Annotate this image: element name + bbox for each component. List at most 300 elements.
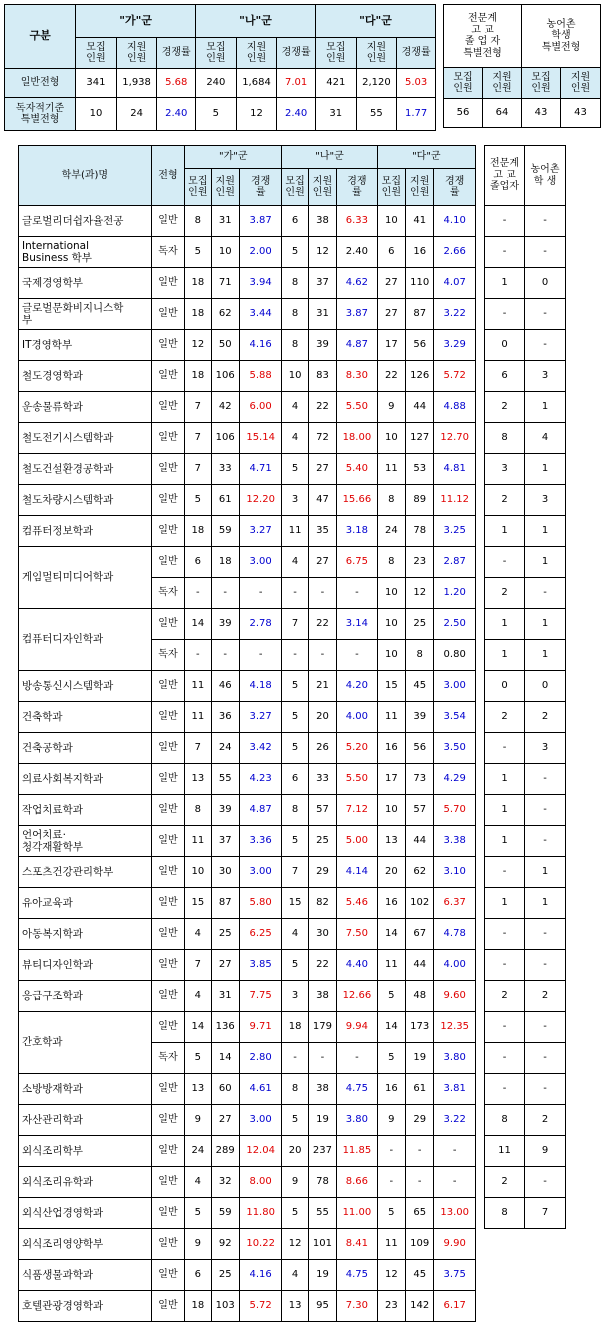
table-cell: 12 xyxy=(282,1229,308,1260)
table-cell: 5.03 xyxy=(397,69,436,98)
table-cell: 72 xyxy=(308,423,336,454)
table-cell: 7 xyxy=(185,423,211,454)
table-row xyxy=(485,361,566,392)
table-cell: 9.94 xyxy=(337,1012,378,1043)
table-cell: 82 xyxy=(308,888,336,919)
table-row xyxy=(19,299,476,330)
table-cell: 3.81 xyxy=(434,1074,476,1105)
table-cell: 8 xyxy=(282,330,308,361)
table-cell: 4.75 xyxy=(337,1260,378,1291)
table-cell: - xyxy=(377,1136,405,1167)
table-cell: - xyxy=(525,1043,566,1074)
table-cell: 9 xyxy=(377,392,405,423)
table-row xyxy=(485,764,566,795)
table-cell: 56 xyxy=(444,99,483,128)
column-header: 경쟁 률 xyxy=(434,169,476,206)
table-cell: 37 xyxy=(308,268,336,299)
admission-type: 일반 xyxy=(151,1167,184,1198)
table-cell: 10.22 xyxy=(239,1229,282,1260)
table-cell: 10 xyxy=(76,98,117,131)
table-cell: 24 xyxy=(185,1136,211,1167)
table-cell: 41 xyxy=(406,206,434,237)
admission-type: 일반 xyxy=(151,1229,184,1260)
table-row xyxy=(485,330,566,361)
table-cell: 5 xyxy=(377,1198,405,1229)
table-row xyxy=(485,826,566,857)
table-cell: 24 xyxy=(211,733,239,764)
department-name: 국제경영학부 xyxy=(19,268,152,299)
table-cell: 64 xyxy=(483,99,522,128)
department-name: 식품생물과학과 xyxy=(19,1260,152,1291)
table-cell: - xyxy=(485,1043,525,1074)
table-cell: 12.04 xyxy=(239,1136,282,1167)
table-row xyxy=(485,702,566,733)
admission-type: 일반 xyxy=(151,733,184,764)
column-header: 모집 인원 xyxy=(315,38,356,69)
table-cell: 102 xyxy=(406,888,434,919)
table-cell: 7 xyxy=(525,1198,566,1229)
table-cell: 42 xyxy=(211,392,239,423)
table-cell: 3.36 xyxy=(239,826,282,857)
table-cell: 38 xyxy=(308,206,336,237)
column-header: 지원 인원 xyxy=(236,38,277,69)
table-cell: 9 xyxy=(525,1136,566,1167)
admission-type: 일반 xyxy=(151,392,184,423)
table-cell: 6 xyxy=(282,764,308,795)
table-cell: 44 xyxy=(406,392,434,423)
table-cell: 4 xyxy=(282,919,308,950)
department-name: 컴퓨터정보학과 xyxy=(19,516,152,547)
group-header: "나"군 xyxy=(196,5,316,38)
department-name: 운송물류학과 xyxy=(19,392,152,423)
table-cell: 7.50 xyxy=(337,919,378,950)
table-cell: 60 xyxy=(211,1074,239,1105)
table-cell: 5.00 xyxy=(337,826,378,857)
table-cell: 14 xyxy=(211,1043,239,1074)
table-cell: 3.50 xyxy=(434,733,476,764)
table-cell: 7 xyxy=(282,609,308,640)
table-cell: 9 xyxy=(282,1167,308,1198)
department-name: 게임멀티미디어학과 xyxy=(19,547,152,609)
table-cell: 36 xyxy=(211,702,239,733)
table-cell: 3 xyxy=(282,485,308,516)
table-row xyxy=(19,733,476,764)
table-row xyxy=(19,1291,476,1322)
side-header: 전문계 고 교 졸업자 xyxy=(485,146,525,206)
table-cell: 5 xyxy=(282,237,308,268)
table-cell: 23 xyxy=(406,547,434,578)
table-cell: 3.25 xyxy=(434,516,476,547)
table-cell: 10 xyxy=(282,361,308,392)
table-cell: 27 xyxy=(377,268,405,299)
table-cell: 14 xyxy=(377,919,405,950)
table-cell: 11 xyxy=(185,702,211,733)
table-cell: 5.72 xyxy=(434,361,476,392)
table-cell: 11 xyxy=(377,702,405,733)
table-cell: 2,120 xyxy=(356,69,397,98)
table-row xyxy=(485,733,566,764)
department-name: 건축공학과 xyxy=(19,733,152,764)
table-cell: 25 xyxy=(211,1260,239,1291)
table-cell: 15 xyxy=(377,671,405,702)
table-cell: 9 xyxy=(185,1229,211,1260)
table-cell: 4.71 xyxy=(239,454,282,485)
column-header: 지원 인원 xyxy=(406,169,434,206)
table-cell: 289 xyxy=(211,1136,239,1167)
table-cell: 46 xyxy=(211,671,239,702)
column-header: 모집 인원 xyxy=(522,68,561,99)
table-row xyxy=(444,68,601,99)
table-cell: 2 xyxy=(485,702,525,733)
table-cell: - xyxy=(434,1167,476,1198)
table-row xyxy=(485,857,566,888)
table-cell: 5 xyxy=(185,1043,211,1074)
table-cell: 13 xyxy=(185,764,211,795)
table-row xyxy=(19,206,476,237)
table-cell: 27 xyxy=(308,547,336,578)
table-cell: 59 xyxy=(211,1198,239,1229)
table-cell: 44 xyxy=(406,826,434,857)
admission-type: 일반 xyxy=(151,795,184,826)
table-cell: 12 xyxy=(185,330,211,361)
department-name: International Business 학부 xyxy=(19,237,152,268)
table-row xyxy=(19,1136,476,1167)
table-cell: 4.61 xyxy=(239,1074,282,1105)
table-cell: - xyxy=(308,1043,336,1074)
column-header: 지원 인원 xyxy=(483,68,522,99)
admission-type: 일반 xyxy=(151,950,184,981)
table-cell: - xyxy=(485,1012,525,1043)
table-cell: 29 xyxy=(406,1105,434,1136)
table-row xyxy=(485,671,566,702)
table-cell: 25 xyxy=(406,609,434,640)
table-cell: 8 xyxy=(185,206,211,237)
table-cell: 9.71 xyxy=(239,1012,282,1043)
table-cell: 25 xyxy=(211,919,239,950)
table-cell: 10 xyxy=(377,609,405,640)
table-row xyxy=(485,146,566,206)
table-cell: 136 xyxy=(211,1012,239,1043)
table-cell: 7 xyxy=(185,392,211,423)
table-cell: 7 xyxy=(185,950,211,981)
table-cell: - xyxy=(485,547,525,578)
column-header: 모집 인원 xyxy=(377,169,405,206)
table-cell: 5.80 xyxy=(239,888,282,919)
table-cell: 5.72 xyxy=(239,1291,282,1322)
admission-type: 일반 xyxy=(151,1198,184,1229)
column-header: 경쟁률 xyxy=(397,38,436,69)
admission-type: 일반 xyxy=(151,671,184,702)
table-cell: 15 xyxy=(185,888,211,919)
table-cell: 9.90 xyxy=(434,1229,476,1260)
table-cell: 1 xyxy=(525,547,566,578)
table-row xyxy=(485,1012,566,1043)
table-cell: 10 xyxy=(185,857,211,888)
table-cell: 1 xyxy=(485,888,525,919)
table-cell: 71 xyxy=(211,268,239,299)
table-cell: 5 xyxy=(282,826,308,857)
table-cell: - xyxy=(525,764,566,795)
group-header: "가"군 xyxy=(76,5,196,38)
column-header: 경쟁률 xyxy=(277,38,316,69)
admission-type: 일반 xyxy=(151,764,184,795)
table-cell: 12 xyxy=(308,237,336,268)
column-header: 모집 인원 xyxy=(185,169,211,206)
table-cell: 7.01 xyxy=(277,69,316,98)
table-cell: 53 xyxy=(406,454,434,485)
table-cell: 4.29 xyxy=(434,764,476,795)
admission-type: 독자 xyxy=(151,1043,184,1074)
table-row xyxy=(5,69,436,98)
admission-type: 일반 xyxy=(151,1136,184,1167)
table-cell: 3.75 xyxy=(434,1260,476,1291)
admission-type: 일반 xyxy=(151,888,184,919)
table-cell: 12.66 xyxy=(337,981,378,1012)
table-cell: 0 xyxy=(525,671,566,702)
table-cell: 101 xyxy=(308,1229,336,1260)
table-cell: 39 xyxy=(211,609,239,640)
table-cell: 8.66 xyxy=(337,1167,378,1198)
table-cell: 3.27 xyxy=(239,516,282,547)
type-header: 전형 xyxy=(151,146,184,206)
department-name: 간호학과 xyxy=(19,1012,152,1074)
admission-type: 일반 xyxy=(151,516,184,547)
table-cell: 4.10 xyxy=(434,206,476,237)
table-cell: 3.22 xyxy=(434,1105,476,1136)
table-cell: 1 xyxy=(525,857,566,888)
table-cell: 3.00 xyxy=(239,547,282,578)
table-cell: - xyxy=(525,578,566,609)
table-cell: 5.50 xyxy=(337,392,378,423)
table-cell: 1 xyxy=(525,609,566,640)
table-cell: 2 xyxy=(485,1167,525,1198)
table-row xyxy=(19,330,476,361)
table-row xyxy=(19,1229,476,1260)
table-row xyxy=(485,423,566,454)
table-cell: - xyxy=(485,1074,525,1105)
table-row xyxy=(485,454,566,485)
table-cell: 15 xyxy=(282,888,308,919)
table-cell: 21 xyxy=(308,671,336,702)
table-cell: 27 xyxy=(308,454,336,485)
table-row xyxy=(19,454,476,485)
table-cell: 4 xyxy=(282,1260,308,1291)
table-cell: 237 xyxy=(308,1136,336,1167)
table-cell: 5 xyxy=(377,1043,405,1074)
admission-type: 일반 xyxy=(151,1291,184,1322)
table-cell: 45 xyxy=(406,671,434,702)
table-cell: 4.23 xyxy=(239,764,282,795)
table-cell: 1.77 xyxy=(397,98,436,131)
column-header: 모집 인원 xyxy=(282,169,308,206)
table-cell: 11 xyxy=(185,671,211,702)
table-cell: 19 xyxy=(308,1105,336,1136)
column-header: 모집 인원 xyxy=(76,38,117,69)
department-name: 의료사회복지학과 xyxy=(19,764,152,795)
group-header: "다"군 xyxy=(315,5,435,38)
table-cell: 4.78 xyxy=(434,919,476,950)
table-cell: 7 xyxy=(282,857,308,888)
table-row xyxy=(19,485,476,516)
table-cell: 7.75 xyxy=(239,981,282,1012)
table-cell: - xyxy=(485,299,525,330)
table-cell: - xyxy=(525,1012,566,1043)
table-cell: 57 xyxy=(308,795,336,826)
department-name: 철도경영학과 xyxy=(19,361,152,392)
table-cell: 3.42 xyxy=(239,733,282,764)
table-cell: 0 xyxy=(485,671,525,702)
table-cell: 59 xyxy=(211,516,239,547)
admission-type: 일반 xyxy=(151,981,184,1012)
table-cell: 5 xyxy=(282,950,308,981)
table-cell: 3.38 xyxy=(434,826,476,857)
table-row xyxy=(485,795,566,826)
column-header: 경쟁 률 xyxy=(337,169,378,206)
admission-type: 일반 xyxy=(151,330,184,361)
table-cell: 4 xyxy=(282,392,308,423)
column-header: 지원 인원 xyxy=(308,169,336,206)
table-cell: - xyxy=(525,1074,566,1105)
table-cell: 4.88 xyxy=(434,392,476,423)
table-cell: 1 xyxy=(525,454,566,485)
table-cell: - xyxy=(525,950,566,981)
table-row xyxy=(19,981,476,1012)
table-cell: - xyxy=(406,1136,434,1167)
table-cell: 8 xyxy=(485,1105,525,1136)
table-cell: 9 xyxy=(185,1105,211,1136)
table-cell: 6 xyxy=(185,1260,211,1291)
table-row xyxy=(19,671,476,702)
table-cell: 55 xyxy=(356,98,397,131)
table-cell: - xyxy=(337,640,378,671)
department-name: 호텔관광경영학과 xyxy=(19,1291,152,1322)
table-cell: 12 xyxy=(236,98,277,131)
table-row xyxy=(485,1167,566,1198)
table-row xyxy=(19,1260,476,1291)
table-cell: 35 xyxy=(308,516,336,547)
table-cell: 2 xyxy=(525,1105,566,1136)
table-cell: 11.12 xyxy=(434,485,476,516)
table-cell: 1 xyxy=(485,640,525,671)
table-cell: 9.60 xyxy=(434,981,476,1012)
table-cell: 19 xyxy=(308,1260,336,1291)
table-cell: 2.40 xyxy=(277,98,316,131)
table-row xyxy=(19,547,476,578)
table-cell: 1 xyxy=(525,888,566,919)
dept-header: 학부(과)명 xyxy=(19,146,152,206)
table-cell: 11 xyxy=(485,1136,525,1167)
side-header: 농어촌 학 생 xyxy=(525,146,566,206)
table-cell: - xyxy=(308,640,336,671)
table-row xyxy=(19,826,476,857)
admission-type: 일반 xyxy=(151,609,184,640)
table-cell: 11.00 xyxy=(337,1198,378,1229)
table-cell: 45 xyxy=(406,1260,434,1291)
table-cell: 9 xyxy=(377,1105,405,1136)
table-cell: 87 xyxy=(406,299,434,330)
table-cell: 3.80 xyxy=(434,1043,476,1074)
admission-type: 일반 xyxy=(151,454,184,485)
table-cell: 7.30 xyxy=(337,1291,378,1322)
table-cell: - xyxy=(185,578,211,609)
table-row xyxy=(485,268,566,299)
table-cell: 2 xyxy=(525,702,566,733)
table-cell: 18 xyxy=(185,361,211,392)
table-cell: 18 xyxy=(185,268,211,299)
table-cell: 2.50 xyxy=(434,609,476,640)
table-cell: - xyxy=(485,206,525,237)
column-header: 지원 인원 xyxy=(356,38,397,69)
table-cell: 30 xyxy=(211,857,239,888)
table-cell: 15.14 xyxy=(239,423,282,454)
table-cell: - xyxy=(282,640,308,671)
table-cell: 24 xyxy=(116,98,157,131)
table-cell: 65 xyxy=(406,1198,434,1229)
table-cell: - xyxy=(485,919,525,950)
table-cell: 106 xyxy=(211,361,239,392)
table-row xyxy=(19,888,476,919)
column-header: 모집 인원 xyxy=(444,68,483,99)
table-cell: 5.68 xyxy=(157,69,196,98)
table-cell: 3 xyxy=(525,361,566,392)
table-cell: 22 xyxy=(308,609,336,640)
table-cell: 0 xyxy=(485,330,525,361)
table-cell: 3.85 xyxy=(239,950,282,981)
table-cell: - xyxy=(525,330,566,361)
table-cell: 3.00 xyxy=(434,671,476,702)
summary-table xyxy=(4,4,436,131)
admission-type: 일반 xyxy=(151,547,184,578)
department-name: 외식조리유학과 xyxy=(19,1167,152,1198)
table-cell: 3.14 xyxy=(337,609,378,640)
table-cell: 1 xyxy=(485,609,525,640)
table-cell: 87 xyxy=(211,888,239,919)
table-cell: - xyxy=(434,1136,476,1167)
table-row xyxy=(485,485,566,516)
table-cell: 78 xyxy=(406,516,434,547)
table-cell: 12.20 xyxy=(239,485,282,516)
table-cell: 3.29 xyxy=(434,330,476,361)
admission-type: 일반 xyxy=(151,299,184,330)
table-row xyxy=(19,609,476,640)
table-cell: - xyxy=(308,578,336,609)
table-cell: 22 xyxy=(308,392,336,423)
table-cell: 5.70 xyxy=(434,795,476,826)
table-row xyxy=(444,99,601,128)
table-cell: 341 xyxy=(76,69,117,98)
table-cell: 16 xyxy=(406,237,434,268)
table-cell: 4.14 xyxy=(337,857,378,888)
department-name: 자산관리학과 xyxy=(19,1105,152,1136)
table-cell: 173 xyxy=(406,1012,434,1043)
column-header: 지원 인원 xyxy=(561,68,601,99)
table-cell: 7 xyxy=(185,733,211,764)
table-cell: - xyxy=(485,237,525,268)
table-cell: 89 xyxy=(406,485,434,516)
table-cell: 3 xyxy=(525,485,566,516)
admission-type: 일반 xyxy=(151,1074,184,1105)
admission-type: 일반 xyxy=(151,361,184,392)
table-cell: 15.66 xyxy=(337,485,378,516)
table-cell: 2 xyxy=(525,981,566,1012)
table-row xyxy=(485,237,566,268)
department-name: 글로벌문화비지니스학 부 xyxy=(19,299,152,330)
table-cell: 3 xyxy=(282,981,308,1012)
table-cell: 12.70 xyxy=(434,423,476,454)
column-header: 경쟁 률 xyxy=(239,169,282,206)
table-cell: 14 xyxy=(377,1012,405,1043)
admission-type: 독자 xyxy=(151,578,184,609)
